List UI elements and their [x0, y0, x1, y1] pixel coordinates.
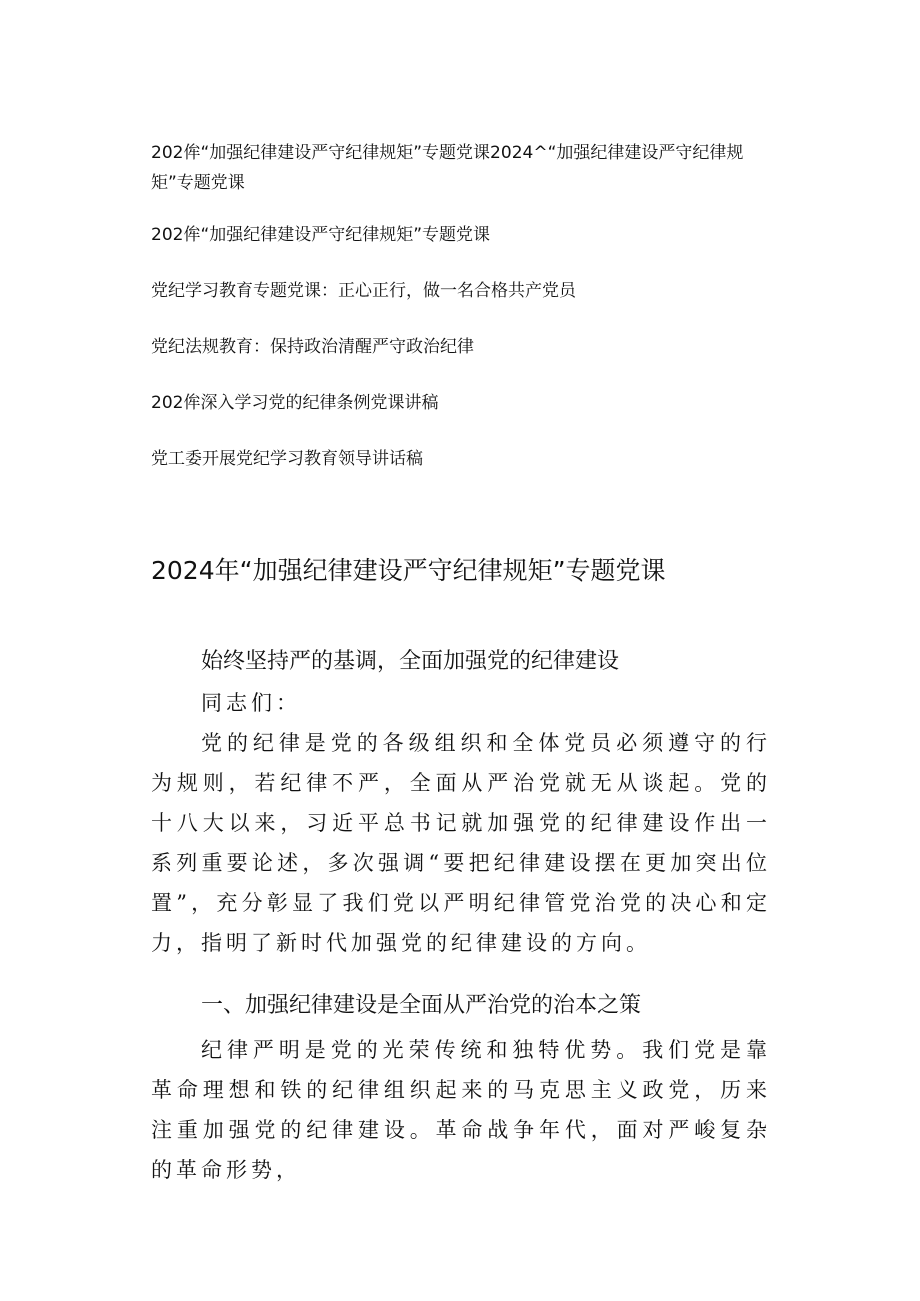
document-title: 2024年“加强纪律建设严守纪律规矩”专题党课	[151, 556, 666, 585]
toc-item[interactable]: 202侔“加强纪律建设严守纪律规矩”专题党课	[151, 225, 491, 245]
table-of-contents	[151, 138, 771, 500]
document-subtitle: 始终坚持严的基调，全面加强党的纪律建设	[201, 649, 620, 674]
salutation: 同志们：	[201, 691, 301, 715]
toc-item[interactable]: 党纪法规教育：保持政治清醒严守政治纪律	[151, 337, 474, 357]
section-heading: 一、加强纪律建设是全面从严治党的治本之策	[201, 993, 642, 1018]
toc-item[interactable]: 202侔“加强纪律建设严守纪律规矩”专题党课2024^“加强纪律建设严守纪律规矩”专题党课	[151, 143, 744, 193]
toc-item[interactable]: 党工委开展党纪学习教育领导讲话稿	[151, 449, 423, 469]
toc-item[interactable]: 党纪学习教育专题党课：正心正行，做一名合格共产党员	[151, 281, 576, 301]
body-paragraph: 党的纪律是党的各级组织和全体党员必须遵守的行为规则，若纪律不严，全面从严治党就无从谈起。党的十八大以来，习近平总书记就加强党的纪律建设作出一系列重要论述，多次强调“要把纪律建设摆在更加突出位置”，充分彰显了我们党以严明纪律管党治党的决心和定力，指明了新时代加强党的纪律建设的方向。	[151, 731, 771, 955]
toc-item[interactable]: 202侔深入学习党的纪律条例党课讲稿	[151, 393, 439, 413]
body-paragraph: 纪律严明是党的光荣传统和独特优势。我们党是靠革命理想和铁的纪律组织起来的马克思主义政党，历来注重加强党的纪律建设。革命战争年代，面对严峻复杂的革命形势，	[151, 1038, 771, 1182]
